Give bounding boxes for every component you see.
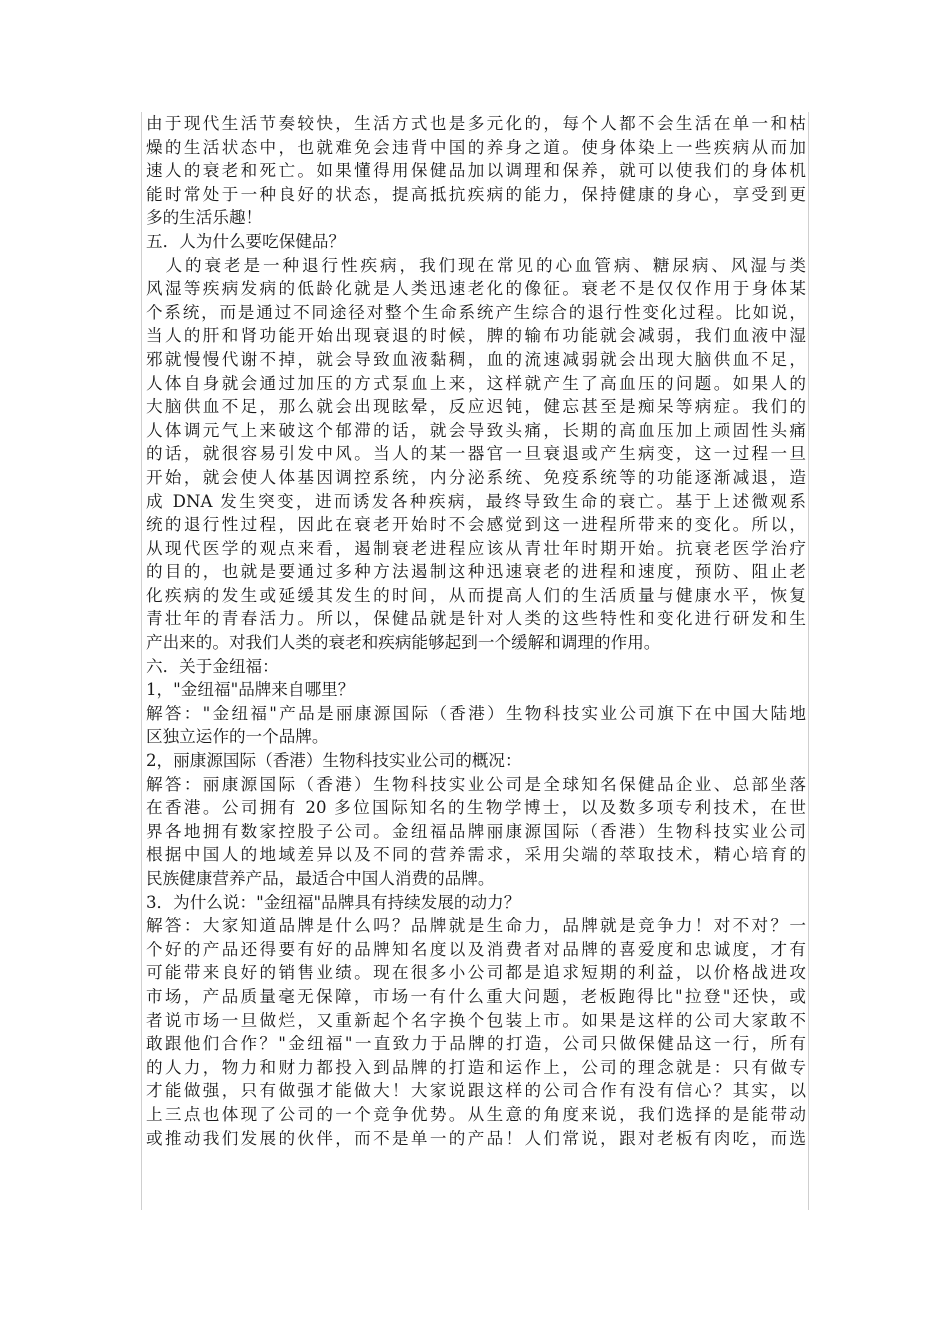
- text-line: 在香港。公司拥有 20 多位国际知名的生物学博士，以及数多项专利技术，在世: [146, 798, 806, 818]
- text-line: 人体调元气上来破这个郁滞的话，就会导致头痛，长期的高血压加上顽固性头痛: [146, 420, 806, 440]
- text-line: 六．关于金纽福：: [146, 656, 279, 676]
- text-line: 3．为什么说："金纽福"品牌具有持续发展的动力？: [146, 892, 521, 912]
- text-line: 的目的，也就是要通过多种方法遏制这种迅速衰老的进程和速度，预防、阻止老: [146, 562, 806, 582]
- text-line: 的人力，物力和财力都投入到品牌的打造和运作上，公司的理念就是：只有做专: [146, 1057, 806, 1077]
- text-line: 界各地拥有数家控股子公司。金纽福品牌丽康源国际（香港）生物科技实业公司: [146, 821, 806, 841]
- text-line: 五．人为什么要吃保健品？: [146, 231, 346, 251]
- text-line: 从现代医学的观点来看，遏制衰老进程应该从青壮年时期开始。抗衰老医学治疗: [146, 538, 806, 558]
- text-line: 由于现代生活节奏较快，生活方式也是多元化的，每个人都不会生活在单一和枯: [146, 114, 806, 133]
- text-line: 燥的生活状态中，也就难免会违背中国的养身之道。使身体染上一些疾病从而加: [146, 137, 806, 157]
- text-line: 个系统，而是通过不同途径对整个生命系统产生综合的退行性变化过程。比如说，: [146, 302, 806, 322]
- text-line: 民族健康营养产品，最适合中国人消费的品牌。: [146, 869, 495, 888]
- text-line: 人的衰老是一种退行性疾病，我们现在常见的心血管病、糖尿病、风湿与类: [146, 255, 806, 275]
- text-line: 多的生活乐趣！: [146, 208, 263, 228]
- text-line: 邪就慢慢代谢不掉，就会导致血液黏稠，血的流速减弱就会出现大脑供血不足，: [146, 349, 806, 369]
- text-line: 大脑供血不足，那么就会出现眩晕，反应迟钝，健忘甚至是痴呆等病症。我们的: [146, 397, 806, 417]
- text-line: 根据中国人的地域差异以及不同的营养需求，采用尖端的萃取技术，精心培育的: [146, 845, 806, 865]
- text-line: 敢跟他们合作？"金纽福"一直致力于品牌的打造，公司只做保健品这一行，所有: [146, 1034, 806, 1054]
- text-line: 的话，就很容易引发中风。当人的某一器官一旦衰退或产生病变，这一过程一旦: [146, 444, 806, 464]
- text-line: 市场，产品质量毫无保障，市场一有什么重大问题，老板跑得比"拉登"还快，或: [146, 986, 806, 1006]
- text-line: 才能做强，只有做强才能做大！大家说跟这样的公司合作有没有信心？其实，以: [146, 1081, 806, 1101]
- text-line: 2，丽康源国际（香港）生物科技实业公司的概况：: [146, 751, 522, 771]
- text-line: 成 DNA 发生突变，进而诱发各种疾病，最终导致生命的衰亡。基于上述微观系: [146, 491, 806, 511]
- text-line: 产出来的。对我们人类的衰老和疾病能够起到一个缓解和调理的作用。: [146, 633, 661, 653]
- text-line: 个好的产品还得要有好的品牌知名度以及消费者对品牌的喜爱度和忠诚度，才有: [146, 939, 806, 959]
- text-line: 1，"金纽福"品牌来自哪里？: [146, 680, 355, 700]
- text-line: 解答：丽康源国际（香港）生物科技实业公司是全球知名保健品企业、总部坐落: [146, 774, 806, 794]
- text-line: 上三点也体现了公司的一个竞争优势。从生意的角度来说，我们选择的是能带动: [146, 1104, 806, 1124]
- text-line: 能时常处于一种良好的状态，提高抵抗疾病的能力，保持健康的身心，享受到更: [146, 184, 806, 204]
- text-line: 者说市场一旦做烂，又重新起个名字换个包装上市。如果是这样的公司大家敢不: [146, 1010, 806, 1030]
- text-line: 解答："金纽福"产品是丽康源国际（香港）生物科技实业公司旗下在中国大陆地: [146, 703, 806, 723]
- text-line: 当人的肝和肾功能开始出现衰退的时候，脾的输布功能就会减弱，我们血液中湿: [146, 326, 806, 346]
- text-line: 或推动我们发展的伙伴，而不是单一的产品！人们常说，跟对老板有肉吃，而选: [146, 1128, 806, 1148]
- text-line: 统的退行性过程，因此在衰老开始时不会感觉到这一进程所带来的变化。所以，: [146, 515, 806, 535]
- text-line: 风湿等疾病发病的低龄化就是人类迅速老化的像征。衰老不是仅仅作用于身体某: [146, 279, 806, 299]
- text-line: 青壮年的青春活力。所以，保健品就是针对人类的这些特性和变化进行研发和生: [146, 609, 806, 629]
- text-line: 化疾病的发生或延缓其发生的时间，从而提高人们的生活质量与健康水平，恢复: [146, 585, 806, 605]
- text-line: 区独立运作的一个品牌。: [146, 727, 329, 747]
- document-page: [141, 112, 809, 1210]
- text-line: 开始，就会使人体基因调控系统，内分泌系统、免疫系统等的功能逐渐减退，造: [146, 467, 806, 487]
- text-line: 人体自身就会通过加压的方式泵血上来，这样就产生了高血压的问题。如果人的: [146, 373, 806, 393]
- text-line: 解答：大家知道品牌是什么吗？品牌就是生命力，品牌就是竞争力！对不对？一: [146, 916, 806, 936]
- text-line: 可能带来良好的销售业绩。现在很多小公司都是追求短期的利益，以价格战进攻: [146, 963, 806, 983]
- text-line: 速人的衰老和死亡。如果懂得用保健品加以调理和保养，就可以使我们的身体机: [146, 161, 806, 181]
